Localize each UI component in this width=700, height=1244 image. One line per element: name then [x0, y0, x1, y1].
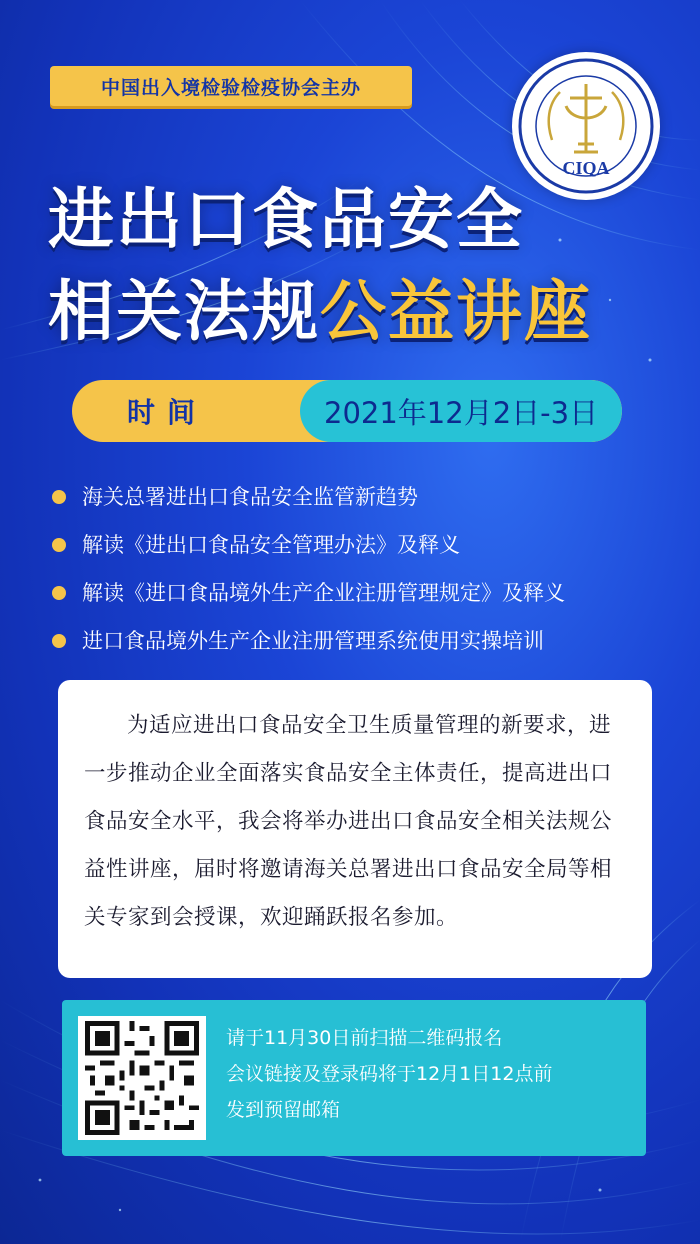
intro-card	[58, 680, 652, 978]
registration-info	[226, 1020, 552, 1128]
bullet-dot-icon	[52, 490, 66, 504]
registration-line-2: 会议链接及登录码将于12月1日12点前	[226, 1063, 553, 1085]
organizer-text: 中国出入境检验检疫协会主办	[100, 76, 361, 99]
title-line-1: 进出口食品安全	[48, 181, 524, 258]
ciqa-logo	[512, 52, 660, 200]
intro-text: 为适应进出口食品安全卫生质量管理的新要求，进一步推动企业全面落实食品安全主体责任，提高进出口食品安全水平，我会将举办进出口食品安全相关法规公益性讲座，届时将邀请海关总署进出口食品安全局等相关专家到会授课，欢迎踊跃报名参加。	[84, 713, 613, 930]
topic-item: 海关总署进出口食品安全监管新趋势	[52, 473, 565, 521]
registration-card	[62, 1000, 646, 1156]
ciqa-emblem-icon	[512, 52, 660, 200]
time-label: 时间	[126, 396, 207, 429]
topic-item: 解读《进口食品境外生产企业注册管理规定》及释义	[52, 569, 565, 617]
title-line-2-main: 相关法规	[48, 273, 320, 350]
bullet-dot-icon	[52, 538, 66, 552]
bullet-dot-icon	[52, 586, 66, 600]
topic-item: 解读《进出口食品安全管理办法》及释义	[52, 521, 565, 569]
organizer-banner	[50, 66, 412, 106]
topic-item: 进口食品境外生产企业注册管理系统使用实操培训	[52, 617, 565, 665]
time-value: 2021年12月2日-3日	[300, 380, 622, 442]
title-line-2-accent: 公益讲座	[320, 273, 592, 350]
topic-list	[52, 473, 565, 665]
qr-code-icon[interactable]	[78, 1016, 206, 1140]
title-line-2	[48, 272, 592, 352]
registration-line-1: 请于11月30日前扫描二维码报名	[226, 1027, 503, 1049]
bullet-dot-icon	[52, 634, 66, 648]
time-pill	[72, 380, 622, 442]
registration-line-3: 发到预留邮箱	[226, 1099, 341, 1121]
logo-text: CIQA	[562, 158, 610, 178]
